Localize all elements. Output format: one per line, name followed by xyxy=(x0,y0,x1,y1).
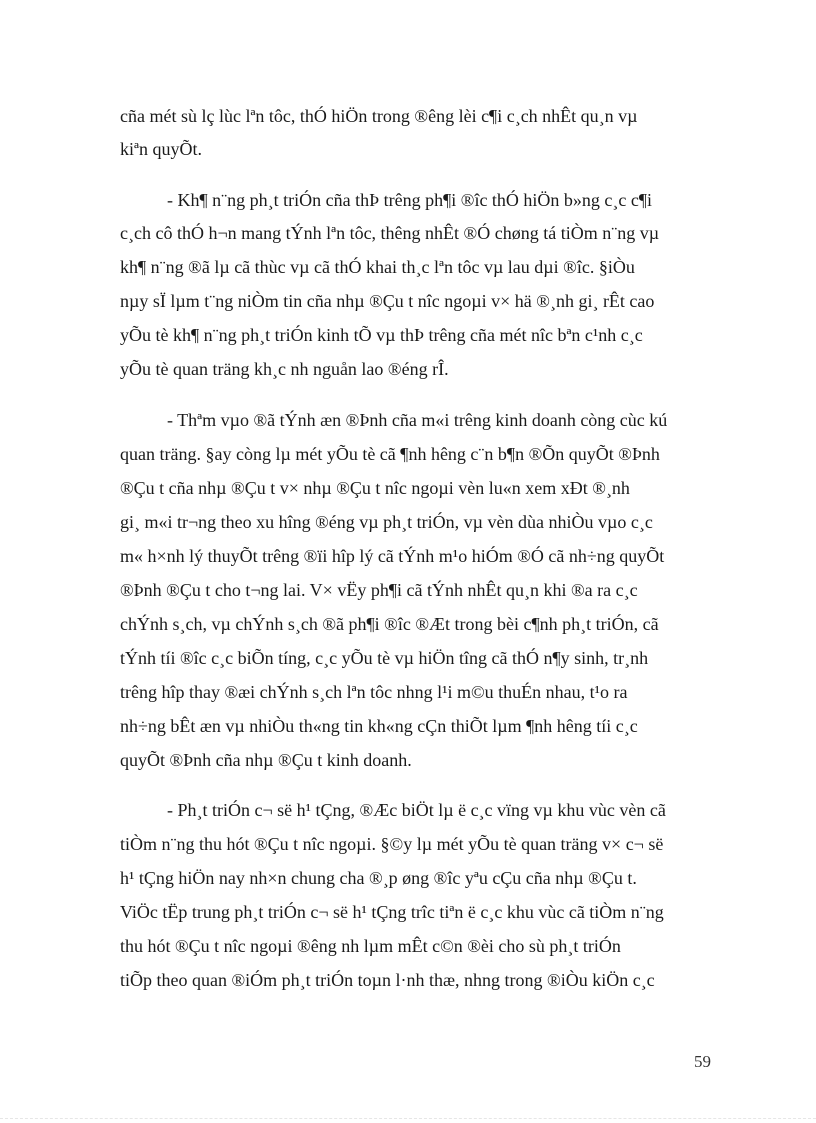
text-line: ®Þnh ®Çu t cho t¬ng lai. V× vËy ph¶i cã tÝnh nhÊt qu¸n khi ®a ra c¸c xyxy=(120,580,638,600)
text-line: m« h×nh lý thuyÕt trêng ®ïi hîp lý cã tÝnh m¹o hiÓm ®Ó cã nh÷ng quyÕt xyxy=(120,546,665,566)
page-number: 59 xyxy=(694,1052,711,1071)
text-line: ViÖc tËp trung ph¸t triÓn c¬ së h¹ tÇng trîc tiªn ë c¸c khu vùc cã tiÒm n¨ng xyxy=(120,902,664,922)
text-line: tiÒm n¨ng thu hót ®Çu t nîc ngoµi. §©y lµ mét yÕu tè quan träng v× c¬ së xyxy=(120,834,664,854)
text-line: - Thªm vµo ®ã tÝnh æn ®Þnh cña m«i trêng kinh doanh còng cùc kú xyxy=(167,410,668,430)
text-line: nµy sÏ lµm t¨ng niÒm tin cña nhµ ®Çu t nîc ngoµi v× hä ®¸nh gi¸ rÊt cao xyxy=(120,291,655,311)
text-line: gi¸ m«i tr¬ng theo xu hîng ®éng vµ ph¸t triÓn, vµ vèn dùa nhiÒu vµo c¸c xyxy=(120,512,653,532)
text-line: tÝnh tíi ®îc c¸c biÕn tíng, c¸c yÕu tè vµ hiÖn tîng cã thÓ n¶y sinh, tr¸nh xyxy=(120,648,649,668)
text-line: quan träng. §ay còng lµ mét yÕu tè cã ¶nh hêng c¨n b¶n ®Õn quyÕt ®Þnh xyxy=(120,444,660,464)
page-edge-divider xyxy=(0,1118,816,1120)
text-line: - Ph¸t triÓn c¬ së h¹ tÇng, ®Æc biÖt lµ ë c¸c vïng vµ khu vùc vèn cã xyxy=(167,800,666,820)
text-line: kh¶ n¨ng ®ã lµ cã thùc vµ cã thÓ khai th¸c lªn tôc vµ lau dµi ®îc. §iÒu xyxy=(120,257,635,277)
text-line: tiÕp theo quan ®iÓm ph¸t triÓn toµn l·nh thæ, nhng trong ®iÒu kiÖn c¸c xyxy=(120,970,655,990)
text-line: nh÷ng bÊt æn vµ nhiÒu th«ng tin kh«ng cÇn thiÕt lµm ¶nh hêng tíi c¸c xyxy=(120,716,638,736)
text-line: quyÕt ®Þnh cña nhµ ®Çu t kinh doanh. xyxy=(120,750,412,770)
text-line: cña mét sù lç lùc lªn tôc, thÓ hiÖn trong ®êng lèi c¶i c¸ch nhÊt qu¸n vµ xyxy=(120,106,638,126)
text-line: - Kh¶ n¨ng ph¸t triÓn cña thÞ trêng ph¶i ®îc thÓ hiÖn b»ng c¸c c¶i xyxy=(167,190,653,210)
text-line: trêng hîp thay ®æi chÝnh s¸ch lªn tôc nhng l¹i m©u thuÉn nhau, t¹o ra xyxy=(120,682,628,702)
text-line: thu hót ®Çu t nîc ngoµi ®êng nh lµm mÊt c©n ®èi cho sù ph¸t triÓn xyxy=(120,936,621,956)
text-line: kiªn quyÕt. xyxy=(120,139,202,159)
text-line: ®Çu t cña nhµ ®Çu t v× nhµ ®Çu t nîc ngoµi vèn lu«n xem xÐt ®¸nh xyxy=(120,478,630,498)
text-line: yÕu tè kh¶ n¨ng ph¸t triÓn kinh tÕ vµ thÞ trêng cña mét nîc bªn c¹nh c¸c xyxy=(120,325,643,345)
text-line: yÕu tè quan träng kh¸c nh nguån lao ®éng rÎ. xyxy=(120,359,449,379)
text-line: c¸ch cô thÓ h¬n mang tÝnh lªn tôc, thêng nhÊt ®Ó chøng tá tiÒm n¨ng vµ xyxy=(120,223,660,243)
text-line: chÝnh s¸ch, vµ chÝnh s¸ch ®ã ph¶i ®îc ®Æt trong bèi c¶nh ph¸t triÓn, cã xyxy=(120,614,659,634)
text-line: h¹ tÇng hiÖn nay nh×n chung cha ®¸p øng ®îc yªu cÇu cña nhµ ®Çu t. xyxy=(120,868,637,888)
